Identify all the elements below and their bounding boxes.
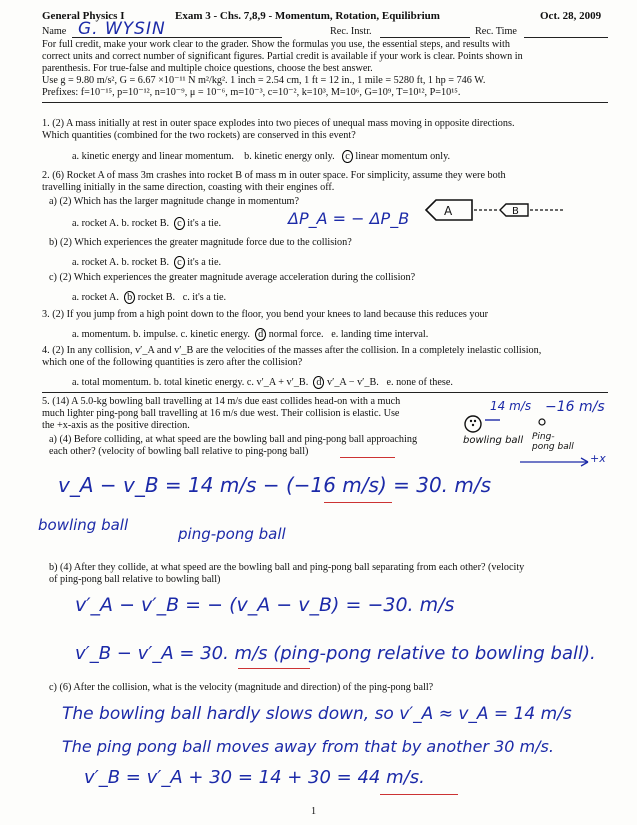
q1-text-1: 1. (2) A mass initially at rest in outer space explodes into two pieces of unequal mass moving in opposite directions. (42, 118, 515, 129)
instructions-line-2: correct units and correct number of significant figures. Partial credit is available if your work is clear. Points shown in (42, 51, 523, 62)
name-label: Name (42, 26, 67, 37)
q5a-label-bowling: bowling ball (38, 516, 129, 534)
rec-instr-label: Rec. Instr. (330, 26, 372, 37)
q2a-selected-circle: c (174, 217, 185, 230)
instructions-line-1: For full credit, make your work clear to the grader. Show the formulas you use, the essential steps, and results with (42, 39, 510, 50)
q5b-text-1: b) (4) After they collide, at what speed are the bowling ball and ping-pong ball separating from each other? (velocity (49, 562, 525, 573)
q5a-handwritten-eq: v_A − v_B = 14 m/s − (−16 m/s) = 30. m/s (58, 473, 492, 497)
q5c-handwritten-1: The bowling ball hardly slows down, so v′_A ≈ v_A = 14 m/s (62, 704, 572, 724)
rec-time-line (524, 37, 608, 38)
rocket-b-label: B (512, 206, 519, 217)
page-number: 1 (311, 806, 317, 817)
sketch-v2: −16 m/s (545, 399, 605, 415)
q5a-text-1: a) (4) Before colliding, at what speed are the bowling ball and ping-pong ball approaching (49, 434, 418, 445)
q1-selected-circle: c (342, 150, 353, 163)
rocket-a-label: A (444, 204, 453, 218)
q4-selected-circle: d (313, 376, 324, 389)
q2a-choices (72, 217, 221, 230)
q3-text: 3. (2) If you jump from a high point down to the floor, you bend your knees to land because this reduces your (42, 309, 489, 320)
q4-text-2: which one of the following quantities is zero after the collision? (42, 357, 303, 368)
q5a-label-pingpong: ping-pong ball (178, 525, 286, 543)
ping-pong-ball-icon (539, 419, 545, 425)
q1-choice-a: a. kinetic energy and linear momentum. (72, 151, 234, 162)
q4-choices (72, 376, 453, 389)
q1-choice-b: b. kinetic energy only. (244, 151, 335, 162)
q5-text-1: 5. (14) A 5.0-kg bowling ball travelling at 14 m/s due east collides head-on with a much (42, 396, 401, 407)
q5-text-3: the +x-axis as the positive direction. (42, 420, 190, 431)
q3-choice-e: e. landing time interval. (331, 329, 429, 340)
name-line (72, 37, 282, 38)
q2-text-1: 2. (6) Rocket A of mass 3m crashes into rocket B of mass m in outer space. For simplicity, assume they were both (42, 170, 506, 181)
q3-choices-abc: a. momentum. b. impulse. c. kinetic energy. (72, 329, 250, 340)
sketch-v1: 14 m/s (490, 399, 532, 413)
q2b-choice-c: it's a tie. (187, 257, 222, 268)
q2c-choice-b: rocket B. (137, 292, 176, 303)
instructions-line-5: Prefixes: f=10⁻¹⁵, p=10⁻¹², n=10⁻⁹, μ = 10⁻⁶, m=10⁻³, c=10⁻², k=10³, M=10⁶, G=10⁹, T=10¹², P=10¹⁵. (42, 87, 461, 98)
q5c-handwritten-2: The ping pong ball moves away from that by another 30 m/s. (62, 737, 554, 756)
q5b-handwritten-2: v′_B − v′_A = 30. m/s (ping-pong relative to bowling ball). (75, 643, 596, 664)
q5a-text-2: each other? (velocity of bowling ball relative to ping-pong ball) (49, 446, 309, 457)
q4-choice-d: v′_A − v′_B. (327, 377, 379, 388)
instructions-line-4: Use g = 9.80 m/s², G = 6.67 ×10⁻¹¹ N m²/kg². 1 inch = 2.54 cm, 1 ft = 12 in., 1 mile = 5280 ft, 1 hp = 746 W. (42, 75, 486, 86)
q5a-answer-underline (324, 502, 392, 503)
q2c-choice-a: a. rocket A. (72, 292, 119, 303)
q4-choice-e: e. none of these. (386, 377, 453, 388)
q2b-choices (72, 256, 221, 269)
q4-choices-abc: a. total momentum. b. total kinetic energy. c. v′_A + v′_B. (72, 377, 309, 388)
rocket-sketch (420, 196, 570, 224)
q5b-text-2: of ping-pong ball relative to bowling ball) (49, 574, 221, 585)
rec-time-label: Rec. Time (475, 26, 517, 37)
q1-choices (72, 150, 450, 163)
q5a-red-underline (340, 457, 395, 458)
exam-date: Oct. 28, 2009 (540, 10, 602, 22)
q5c-handwritten-3: v′_B = v′_A + 30 = 14 + 30 = 44 m/s. (84, 767, 425, 788)
q2a-choices-ab: a. rocket A. b. rocket B. (72, 218, 170, 229)
rec-instr-line (380, 37, 470, 38)
q2c-choices (72, 291, 226, 304)
q2b-text: b) (2) Which experiences the greater magnitude force due to the collision? (49, 237, 352, 248)
exam-title: Exam 3 - Chs. 7,8,9 - Momentum, Rotation, Equilibrium (175, 10, 440, 22)
course-title: General Physics I (42, 10, 125, 22)
q5c-answer-underline (380, 794, 458, 795)
q3-selected-circle: d (255, 328, 266, 341)
q3-choice-d: normal force. (268, 329, 324, 340)
q2b-selected-circle: c (174, 256, 185, 269)
q2c-text: c) (2) Which experiences the greater magnitude average acceleration during the collision? (49, 272, 416, 283)
q5b-answer-underline (238, 668, 310, 669)
q5c-text: c) (6) After the collision, what is the velocity (magnitude and direction) of the ping-pong ball? (49, 682, 434, 693)
q2b-choices-ab: a. rocket A. b. rocket B. (72, 257, 170, 268)
q1-choice-c: linear momentum only. (355, 151, 451, 162)
sketch-axis-label: +x (590, 452, 606, 465)
sketch-bowling-label: bowling ball (463, 435, 524, 446)
q2c-choice-c: c. it's a tie. (182, 292, 227, 303)
q2a-text: a) (2) Which has the larger magnitude change in momentum? (49, 196, 299, 207)
name-value: G. WYSIN (78, 19, 166, 39)
q2c-selected-circle: b (124, 291, 135, 304)
q2a-choice-c: it's a tie. (187, 218, 222, 229)
instructions-line-3: parenthesis. For true-false and multiple choice questions, choose the best answer. (42, 63, 373, 74)
q1-text-2: Which quantities (combined for the two rockets) are conserved in this event? (42, 130, 356, 141)
header-divider (42, 102, 608, 103)
q4-divider (42, 392, 608, 393)
q5-text-2: much lighter ping-pong ball travelling at 16 m/s due west. Their collision is elastic. Use (42, 408, 400, 419)
q2a-handwritten: ΔP_A = − ΔP_B (288, 209, 410, 228)
sketch-pingpong-label: Ping-pong ball (532, 432, 574, 452)
q4-text-1: 4. (2) In any collision, v′_A and v′_B are the velocities of the masses after the collision. In a completely inelastic collision, (42, 345, 542, 356)
q3-choices (72, 328, 428, 341)
q2-text-2: travelling initially in the same direction, coasting with their engines off. (42, 182, 335, 193)
q5b-handwritten-1: v′_A − v′_B = − (v_A − v_B) = −30. m/s (75, 594, 455, 616)
